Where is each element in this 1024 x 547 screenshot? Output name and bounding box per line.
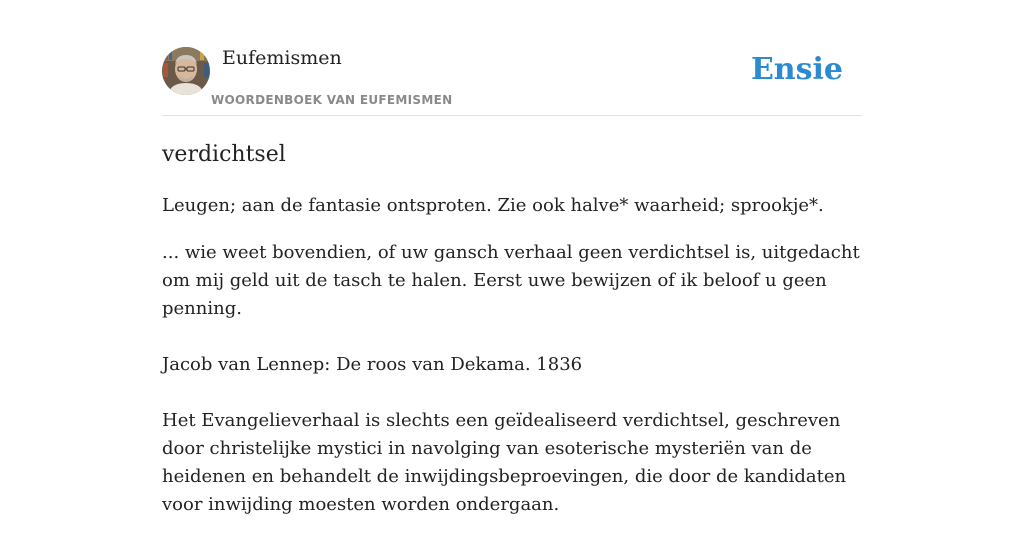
quote-1: ... wie weet bovendien, of uw gansch verhaal geen verdichtsel is, uitgedacht om mij geld uit de tasch te halen. Eerst uwe bewijzen of ik beloof u geen penning. [162,242,860,319]
entry-definition: Leugen; aan de fantasie ontsproten. Zie ook halve* waarheid; sprookje*. [162,195,824,216]
page-container [162,0,862,515]
brand-logo[interactable]: Ensie [750,52,843,87]
dictionary-subtitle[interactable]: WOORDENBOEK VAN EUFEMISMEN [211,93,453,107]
avatar[interactable] [162,47,210,95]
quote-1-source: Jacob van Lennep: De roos van Dekama. 1836 [162,354,583,375]
entry-term: verdichtsel [162,142,286,167]
header [162,0,862,116]
author-name[interactable]: Eufemismen [222,47,342,69]
citations [162,239,862,547]
quote-2: Het Evangelieverhaal is slechts een geïdealiseerd verdichtsel, geschreven door christelijke mystici in navolging van esoterische mysteriën van de heidenen en behandelt de inwijdingsbeproevingen, die door de kandidaten voor inwijding moesten worden ondergaan. [162,410,847,515]
